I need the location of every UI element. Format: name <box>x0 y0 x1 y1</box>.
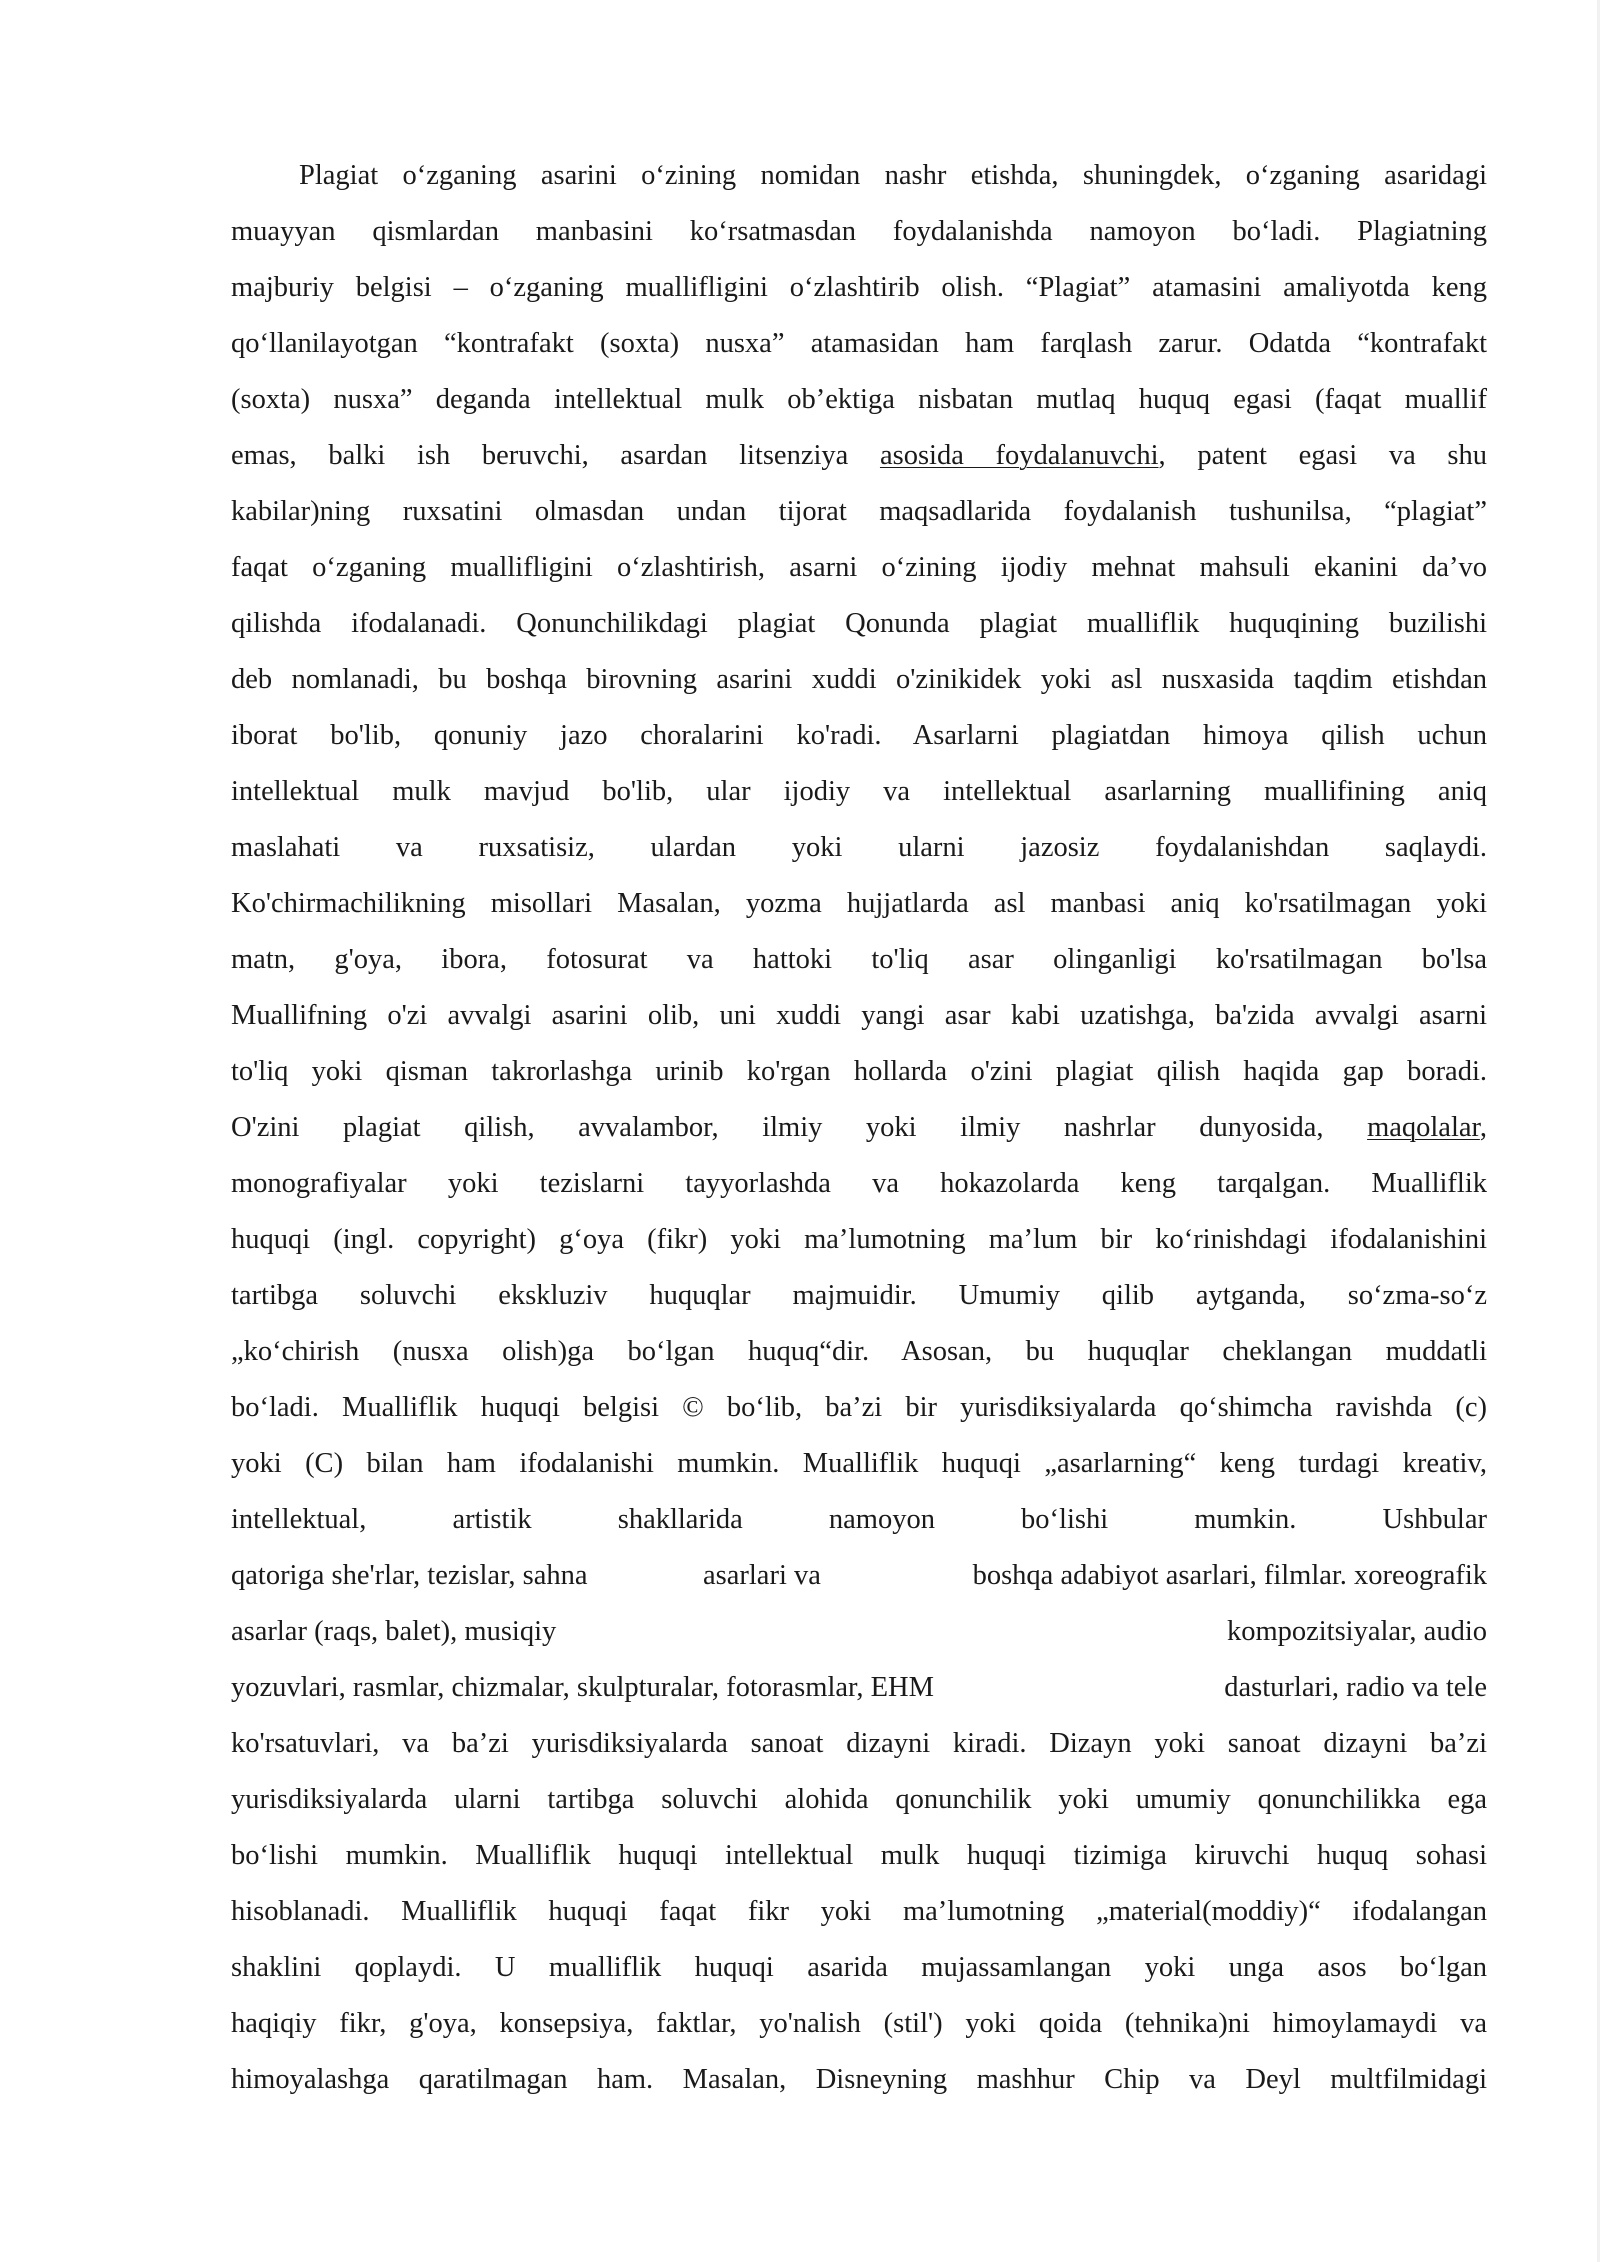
text-segment: O'zini plagiat qilish, avvalambor, ilmiy yoki ilmiy nashrlar dunyosida, <box>231 1112 1368 1143</box>
text-line: monografiyalar yoki tezislarni tayyorlashda va hokazolarda keng tarqalgan. Mualliflik <box>231 1168 1487 1199</box>
text-line: huquqi (ingl. copyright) g‘oya (fikr) yoki ma’lumotning ma’lum bir ko‘rinishdagi ifodalanishini <box>231 1224 1487 1255</box>
link-asosida-foydalanuvchi[interactable]: asosida foydalanuvchi <box>879 440 1159 471</box>
text-line: faqat o‘zganing muallifligini o‘zlashtirish, asarni o‘zining ijodiy mehnat mahsuli ekanini da’vo <box>231 552 1487 583</box>
text-segment: , patent egasi va shu <box>1158 440 1487 471</box>
text-line-split <box>231 1548 1487 1604</box>
text-line: matn, g'oya, ibora, fotosurat va hattoki to'liq asar olinganligi ko'rsatilmagan bo'lsa <box>231 944 1487 975</box>
text-segment: asarlari va <box>703 1560 821 1591</box>
text-line: maslahati va ruxsatisiz, ulardan yoki ularni jazosiz foydalanishdan saqlaydi. <box>231 832 1487 863</box>
text-line: yoki (C) bilan ham ifodalanishi mumkin. Mualliflik huquqi „asarlarning“ keng turdagi kreativ, <box>231 1448 1487 1479</box>
text-line <box>231 428 1487 484</box>
text-line: tartibga soluvchi ekskluziv huquqlar majmuidir. Umumiy qilib aytganda, so‘zma-so‘z <box>231 1280 1487 1311</box>
text-segment: yozuvlari, rasmlar, chizmalar, skulpturalar, fotorasmlar, EHM <box>231 1672 934 1703</box>
text-line: haqiqiy fikr, g'oya, konsepsiya, faktlar, yo'nalish (stil') yoki qoida (tehnika)ni himoylamaydi va <box>231 2008 1487 2039</box>
text-line: iborat bo'lib, qonuniy jazo choralarini ko'radi. Asarlarni plagiatdan himoya qilish uchun <box>231 720 1487 751</box>
text-line: Muallifning o'zi avvalgi asarini olib, uni xuddi yangi asar kabi uzatishga, ba'zida avvalgi asarni <box>231 1000 1487 1031</box>
text-line <box>231 1100 1487 1156</box>
text-line: himoyalashga qaratilmagan ham. Masalan, Disneyning mashhur Chip va Deyl multfilmidagi <box>231 2064 1487 2095</box>
text-line: bo‘ladi. Mualliflik huquqi belgisi © bo‘lib, ba’zi bir yurisdiksiyalarda qo‘shimcha ravishda (c) <box>231 1392 1487 1423</box>
text-line: kabilar)ning ruxsatini olmasdan undan tijorat maqsadlarida foydalanish tushunilsa, “plagiat” <box>231 496 1487 527</box>
text-line: Plagiat o‘zganing asarini o‘zining nomidan nashr etishda, shuningdek, o‘zganing asaridagi <box>299 160 1487 191</box>
body-text <box>231 148 1487 2108</box>
text-line-split <box>231 1660 1487 1716</box>
text-line: yurisdiksiyalarda ularni tartibga soluvchi alohida qonunchilik yoki umumiy qonunchilikka ega <box>231 1784 1487 1815</box>
text-line: „ko‘chirish (nusxa olish)ga bo‘lgan huquq“dir. Asosan, bu huquqlar cheklangan muddatli <box>231 1336 1487 1367</box>
text-line: intellektual mulk mavjud bo'lib, ular ijodiy va intellektual asarlarning muallifining aniq <box>231 776 1487 807</box>
text-line: ko'rsatuvlari, va ba’zi yurisdiksiyalarda sanoat dizayni kiradi. Dizayn yoki sanoat dizayni ba’zi <box>231 1728 1487 1759</box>
text-line: intellektual, artistik shakllarida namoyon bo‘lishi mumkin. Ushbular <box>231 1504 1487 1535</box>
text-line: muayyan qismlardan manbasini ko‘rsatmasdan foydalanishda namoyon bo‘ladi. Plagiatning <box>231 216 1487 247</box>
text-line: shaklini qoplaydi. U mualliflik huquqi asarida mujassamlangan yoki unga asos bo‘lgan <box>231 1952 1487 1983</box>
text-line: majburiy belgisi – o‘zganing muallifligini o‘zlashtirib olish. “Plagiat” atamasini amaliyotda keng <box>231 272 1487 303</box>
link-maqolalar[interactable]: maqolalar <box>1367 1112 1480 1143</box>
text-segment: asarlar (raqs, balet), musiqiy <box>231 1616 557 1647</box>
text-line: qilishda ifodalanadi. Qonunchilikdagi plagiat Qonunda plagiat mualliflik huquqining buzilishi <box>231 608 1487 639</box>
text-line-split <box>231 1604 1487 1660</box>
text-segment: kompozitsiyalar, audio <box>1226 1616 1487 1647</box>
text-line: deb nomlanadi, bu boshqa birovning asarini xuddi o'zinikidek yoki asl nusxasida taqdim etishdan <box>231 664 1487 695</box>
text-segment: boshqa adabiyot asarlari, filmlar. xoreografik <box>972 1560 1487 1591</box>
text-line: Ko'chirmachilikning misollari Masalan, yozma hujjatlarda asl manbasi aniq ko'rsatilmagan yoki <box>231 888 1487 919</box>
text-line: qo‘llanilayotgan “kontrafakt (soxta) nusxa” atamasidan ham farqlash zarur. Odatda “kontrafakt <box>231 328 1487 359</box>
text-line: bo‘lishi mumkin. Mualliflik huquqi intellektual mulk huquqi tizimiga kiruvchi huquq sohasi <box>231 1840 1487 1871</box>
text-line: to'liq yoki qisman takrorlashga urinib ko'rgan hollarda o'zini plagiat qilish haqida gap boradi. <box>231 1056 1487 1087</box>
text-segment: , <box>1479 1112 1487 1143</box>
text-segment: dasturlari, radio va tele <box>1224 1672 1487 1703</box>
text-segment: emas, balki ish beruvchi, asardan litsenziya <box>231 440 880 471</box>
text-line: hisoblanadi. Mualliflik huquqi faqat fikr yoki ma’lumotning „material(moddiy)“ ifodalangan <box>231 1896 1487 1927</box>
text-segment: qatoriga she'rlar, tezislar, sahna <box>231 1560 588 1591</box>
text-line: (soxta) nusxa” deganda intellektual mulk ob’ektiga nisbatan mutlaq huquq egasi (faqat muallif <box>231 384 1487 415</box>
